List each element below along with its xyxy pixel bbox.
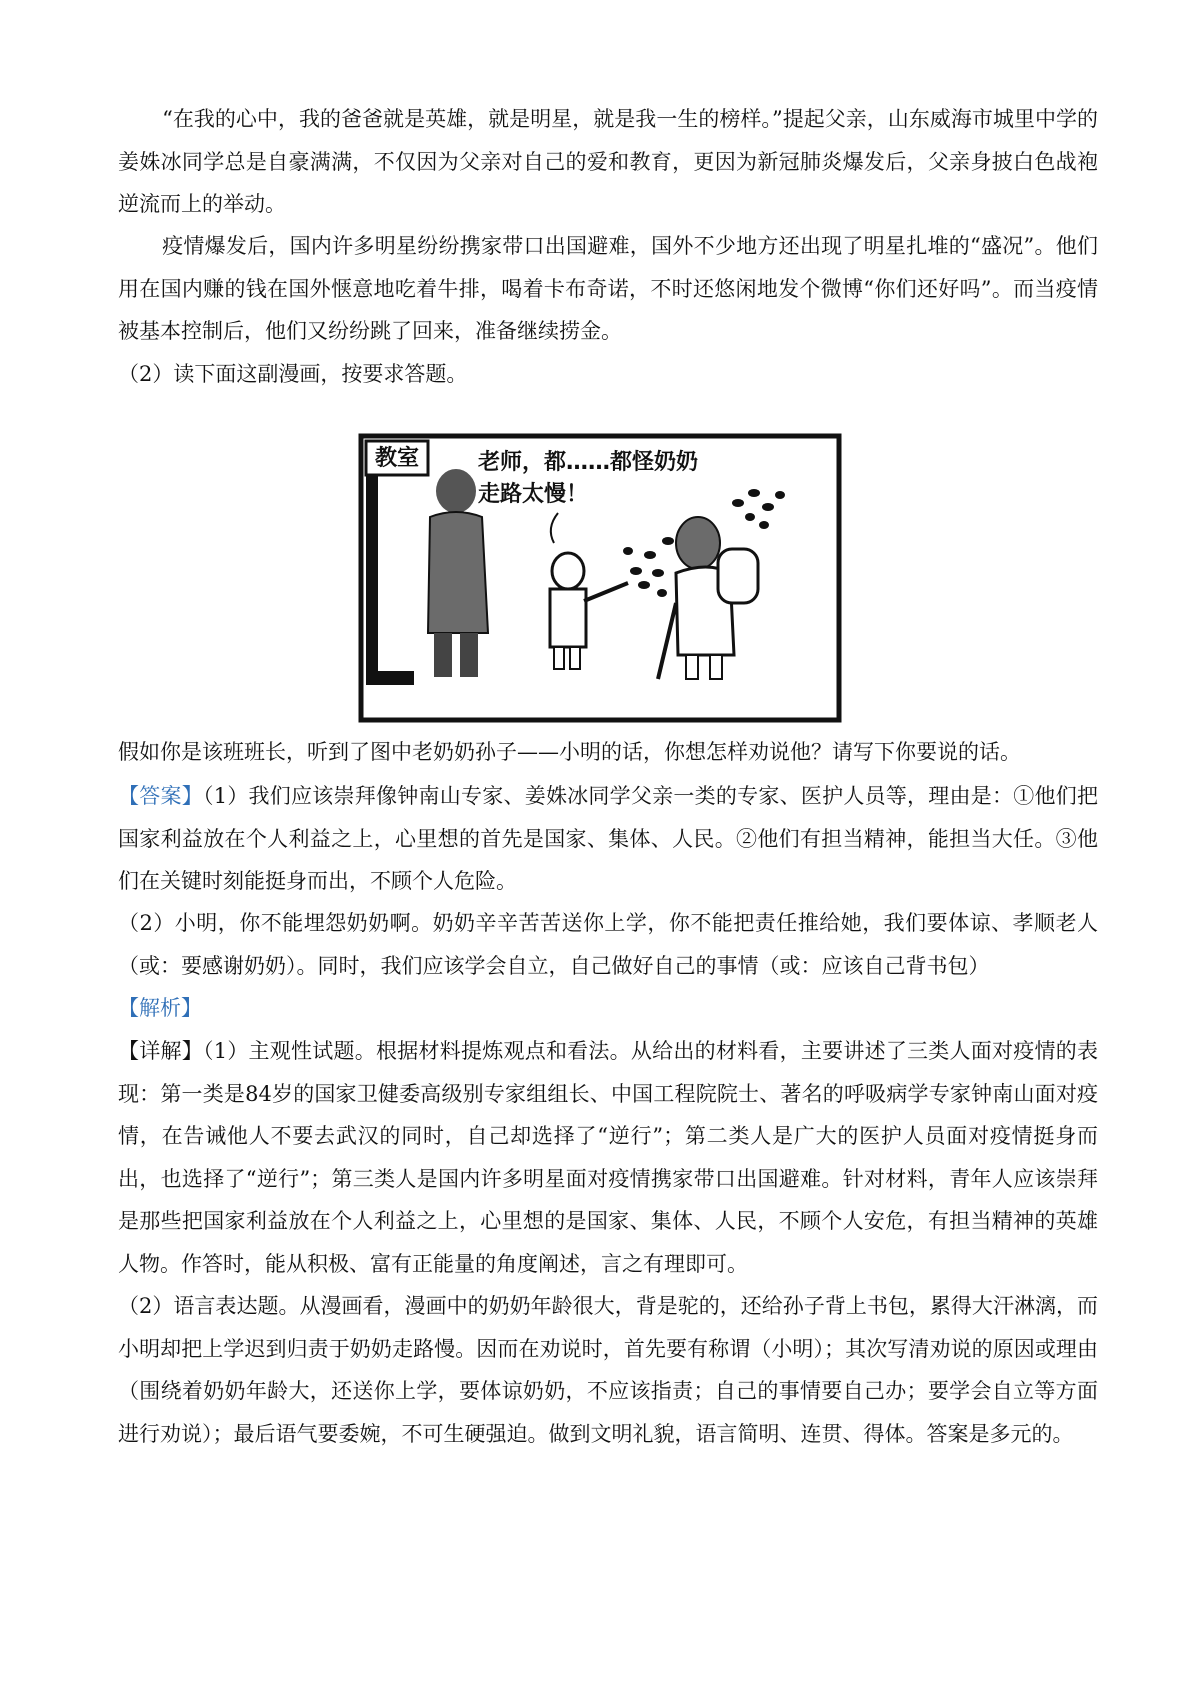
question-2-task: 假如你是该班班长，听到了图中老奶奶孙子——小明的话，你想怎样劝说他？请写下你要说的话。 (118, 740, 1021, 764)
analysis-tag: 【解析】 (118, 996, 202, 1020)
answer-1 (118, 775, 1098, 903)
question-2-prompt: （2）读下面这副漫画，按要求答题。 (118, 362, 468, 386)
material-paragraph-2: 疫情爆发后，国内许多明星纷纷携家带口出国避难，国外不少地方还出现了明星扎堆的“盛况”。他们用在国内赚的钱在国外惬意地吃着牛排，喝着卡布奇诺，不时还悠闲地发个微博“你们还好吗”。而当疫情被基本控制后，他们又纷纷跳了回来，准备继续捞金。 (118, 234, 1098, 343)
analysis-detail-1-text: （1）主观性试题。根据材料提炼观点和看法。从给出的材料看，主要讲述了三类人面对疫情的表现：第一类是84岁的国家卫健委高级别专家组组长、中国工程院院士、著名的呼吸病学专家钟南山面对疫情，在告诫他人不要去武汉的同时，自己却选择了“逆行”；第二类人是广大的医护人员面对疫情挺身而出，也选择了“逆行”；第三类人是国内许多明星面对疫情携家带口出国避难。针对材料，青年人应该崇拜是那些把国家利益放在个人利益之上，心里想的是国家、集体、人民，不顾个人安危，有担当精神的英雄人物。作答时，能从积极、富有正能量的角度阐述，言之有理即可。 (118, 1039, 1098, 1276)
detail-tag: 【详解】 (118, 1039, 203, 1063)
answer-1-text: （1）我们应该崇拜像钟南山专家、姜姝冰同学父亲一类的专家、医护人员等，理由是：①他们把国家利益放在个人利益之上，心里想的首先是国家、集体、人民。②他们有担当精神，能担当大任。③他们在关键时刻能挺身而出，不顾个人危险。 (118, 784, 1098, 893)
analysis-detail-2: （2）语言表达题。从漫画看，漫画中的奶奶年龄很大，背是驼的，还给孙子背上书包，累得大汗淋漓，而小明却把上学迟到归责于奶奶走路慢。因而在劝说时，首先要有称谓（小明）；其次写清劝说的原因或理由（围绕着奶奶年龄大，还送你上学，要体谅奶奶，不应该指责；自己的事情要自己办；要学会自立等方面进行劝说）；最后语气要委婉，不可生硬强迫。做到文明礼貌，语言简明、连贯、得体。答案是多元的。 (118, 1294, 1098, 1446)
answer-2: （2）小明，你不能埋怨奶奶啊。奶奶辛辛苦苦送你上学，你不能把责任推给她，我们要体谅、孝顺老人（或：要感谢奶奶）。同时，我们应该学会自立，自己做好自己的事情（或：应该自己背书包） (118, 911, 1098, 978)
classroom-floor-mark (366, 671, 414, 685)
cartoon-drawing (358, 433, 842, 723)
room-label: 教室 (374, 446, 420, 471)
classroom-wall (366, 475, 378, 675)
material-paragraph-1: “在我的心中，我的爸爸就是英雄，就是明星，就是我一生的榜样。”提起父亲，山东威海市城里中学的姜姝冰同学总是自豪满满，不仅因为父亲对自己的爱和教育，更因为新冠肺炎爆发后，父亲身披白色战袍逆流而上的举动。 (118, 107, 1098, 216)
analysis-detail-1 (118, 1030, 1098, 1285)
speech-line-1: 老师，都……都怪奶奶 (478, 450, 699, 475)
cartoon-image (358, 433, 842, 723)
answer-tag: 【答案】 (118, 784, 203, 808)
schoolbag (718, 549, 758, 603)
speech-line-2: 走路太慢！ (478, 482, 589, 507)
